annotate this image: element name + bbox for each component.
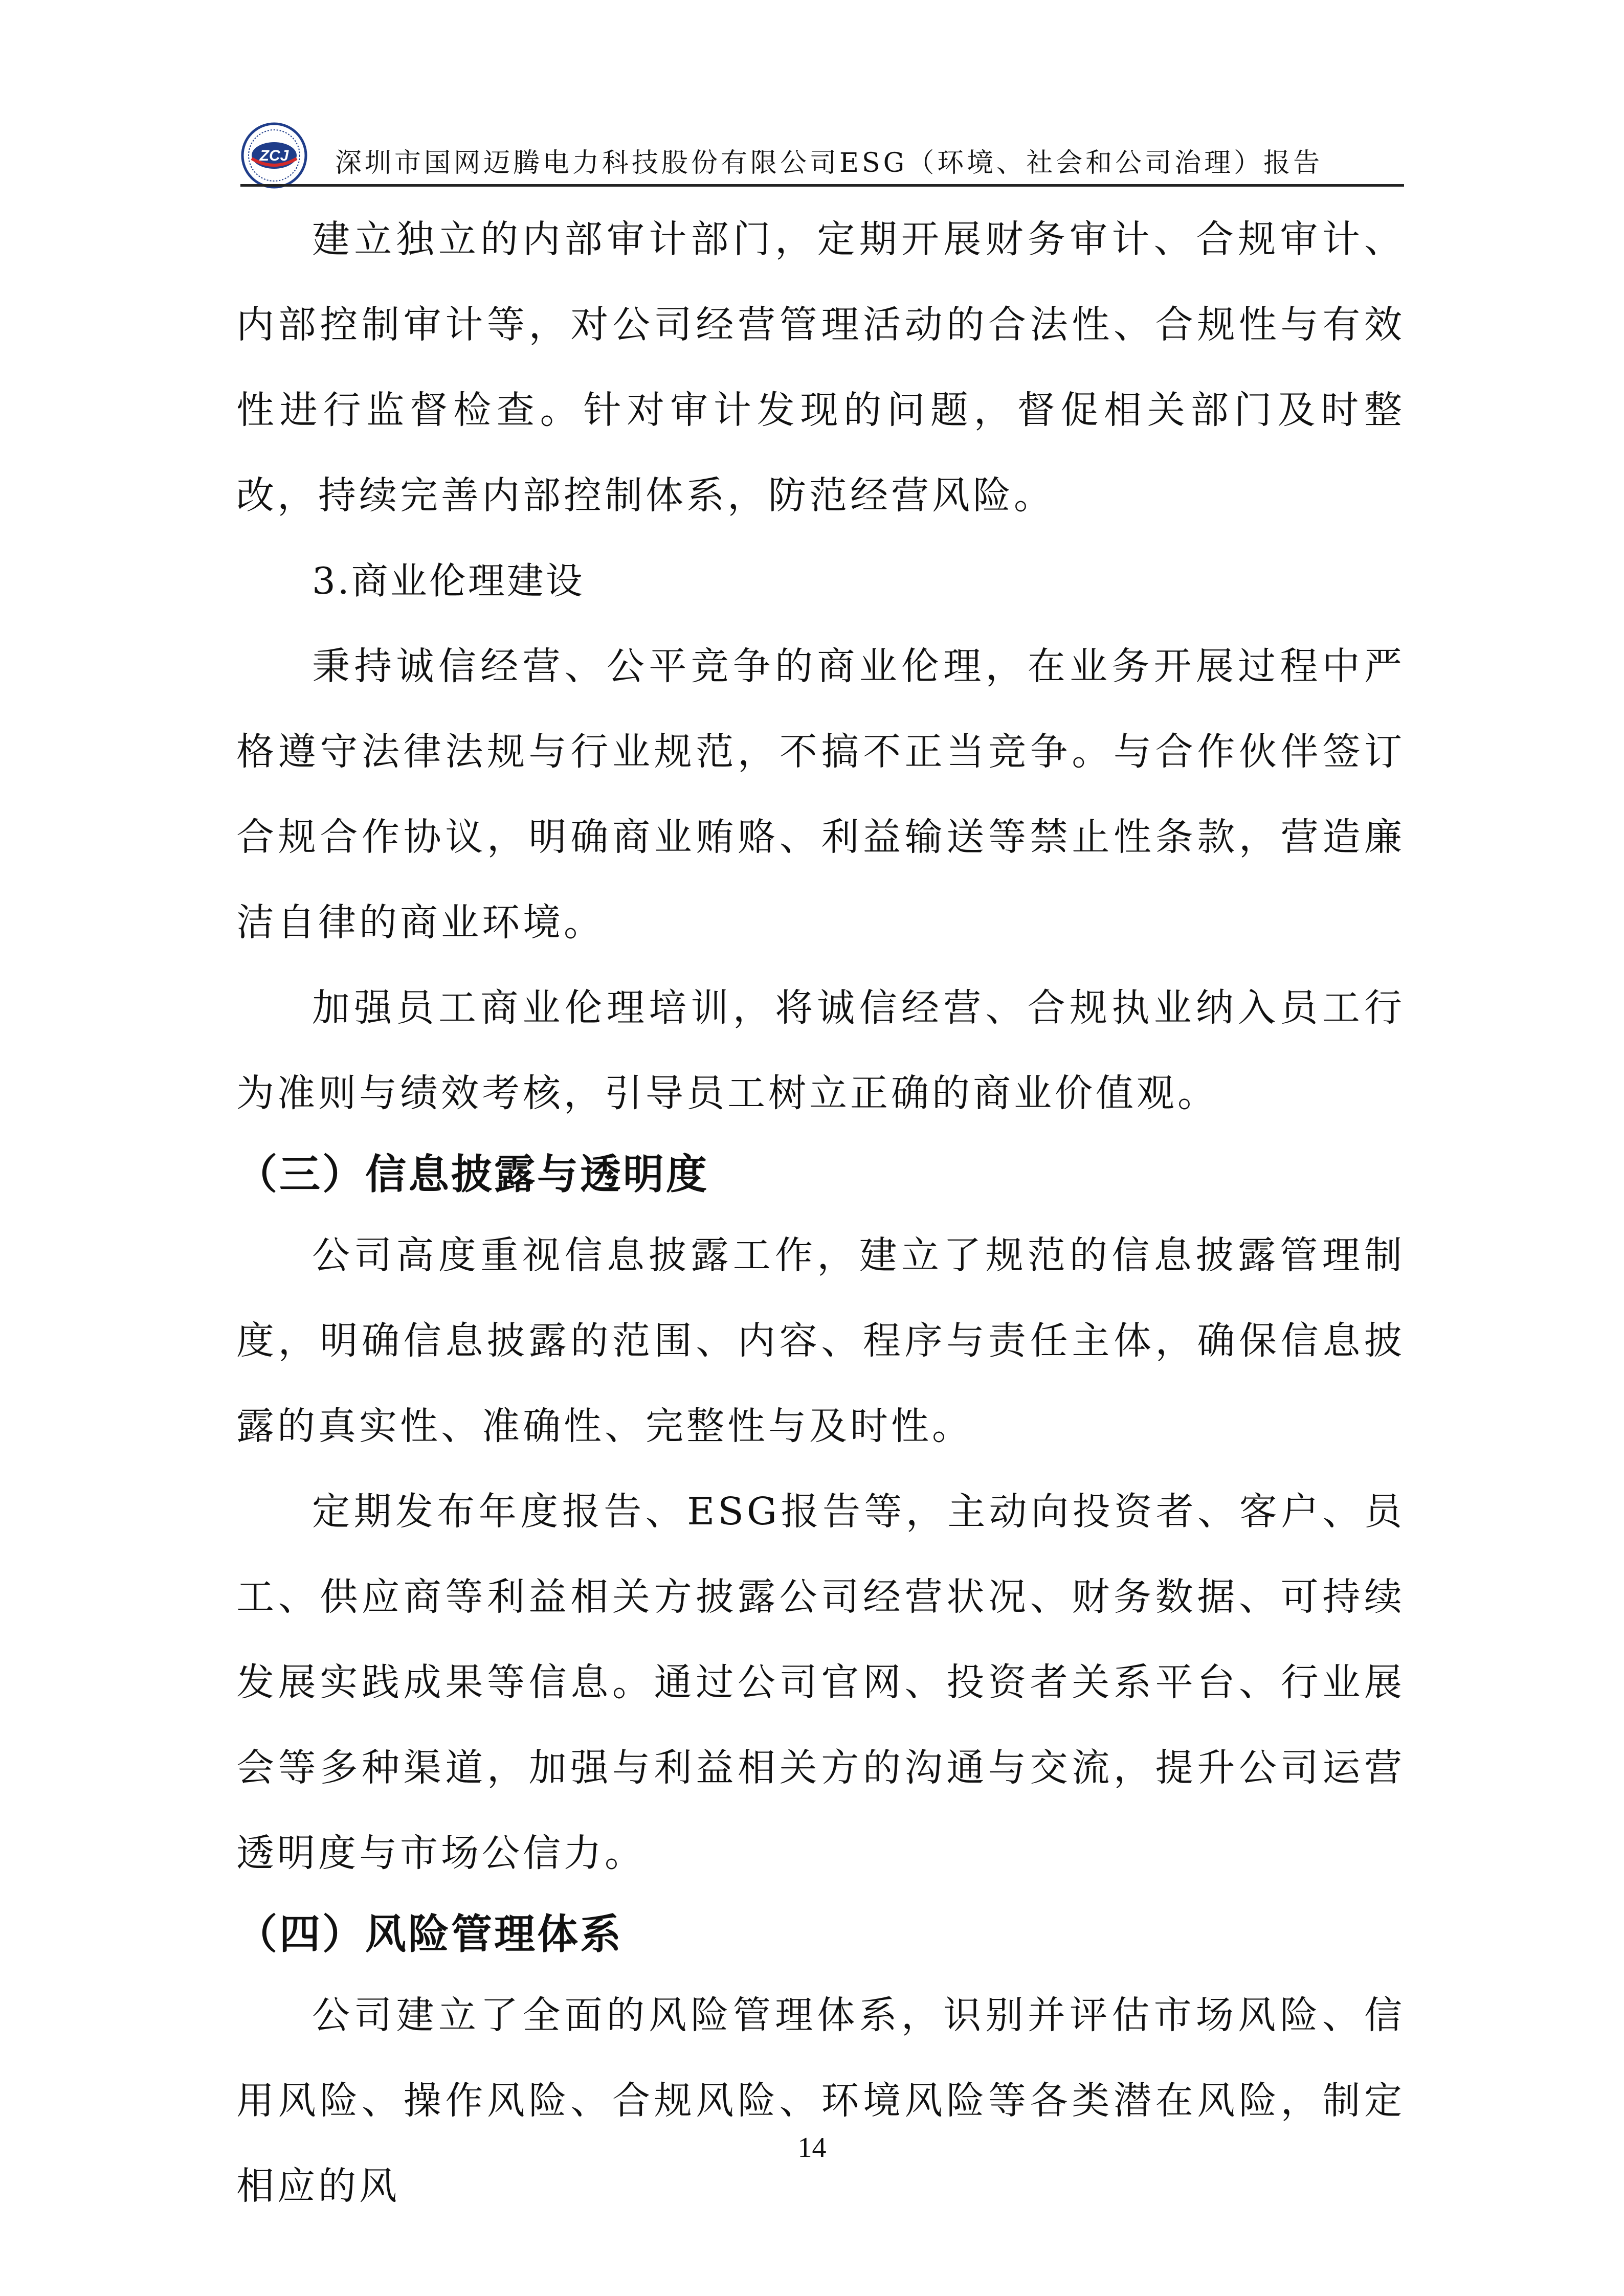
paragraph-risk-system: 公司建立了全面的风险管理体系，识别并评估市场风险、信用风险、操作风险、合规风险、环境风险等各类潜在风险，制定相应的风 — [236, 1993, 1405, 2208]
page-header — [240, 117, 1404, 188]
logo-text: ZCJ — [259, 147, 289, 164]
paragraph-disclosure-reports: 定期发布年度报告、ESG报告等，主动向投资者、客户、员工、供应商等利益相关方披露公司经营状况、财务数据、可持续发展实践成果等信息。通过公司官网、投资者关系平台、行业展会等多种渠道，加强与利益相关方的沟通与交流，提升公司运营透明度与市场公信力。 — [236, 1490, 1405, 1875]
subheading-business-ethics: 3.商业伦理建设 — [312, 559, 585, 602]
paragraph-disclosure-system: 公司高度重视信息披露工作，建立了规范的信息披露管理制度，明确信息披露的范围、内容、程序与责任主体，确保信息披露的真实性、准确性、完整性与及时性。 — [236, 1233, 1405, 1448]
paragraph-ethics-training: 加强员工商业伦理培训，将诚信经营、合规执业纳入员工行为准则与绩效考核，引导员工树立正确的商业价值观。 — [236, 986, 1405, 1115]
document-body — [236, 197, 1405, 2229]
page-number: 14 — [797, 2132, 827, 2164]
paragraph-ethics-principles: 秉持诚信经营、公平竞争的商业伦理，在业务开展过程中严格遵守法律法规与行业规范，不搞不正当竞争。与合作伙伴签订合规合作协议，明确商业贿赂、利益输送等禁止性条款，营造廉洁自律的商业环境。 — [236, 644, 1405, 944]
section-heading-risk: （四）风险管理体系 — [236, 1910, 623, 1958]
paragraph-internal-audit: 建立独立的内部审计部门，定期开展财务审计、合规审计、内部控制审计等，对公司经营管理活动的合法性、合规性与有效性进行监督检查。针对审计发现的问题，督促相关部门及时整改，持续完善内部控制体系，防范经营风险。 — [236, 217, 1405, 517]
company-seal-logo-icon — [240, 122, 308, 189]
header-divider — [240, 184, 1404, 187]
section-heading-disclosure: （三）信息披露与透明度 — [236, 1151, 709, 1198]
header-title: 深圳市国网迈腾电力科技股份有限公司ESG（环境、社会和公司治理）报告 — [335, 148, 1323, 178]
